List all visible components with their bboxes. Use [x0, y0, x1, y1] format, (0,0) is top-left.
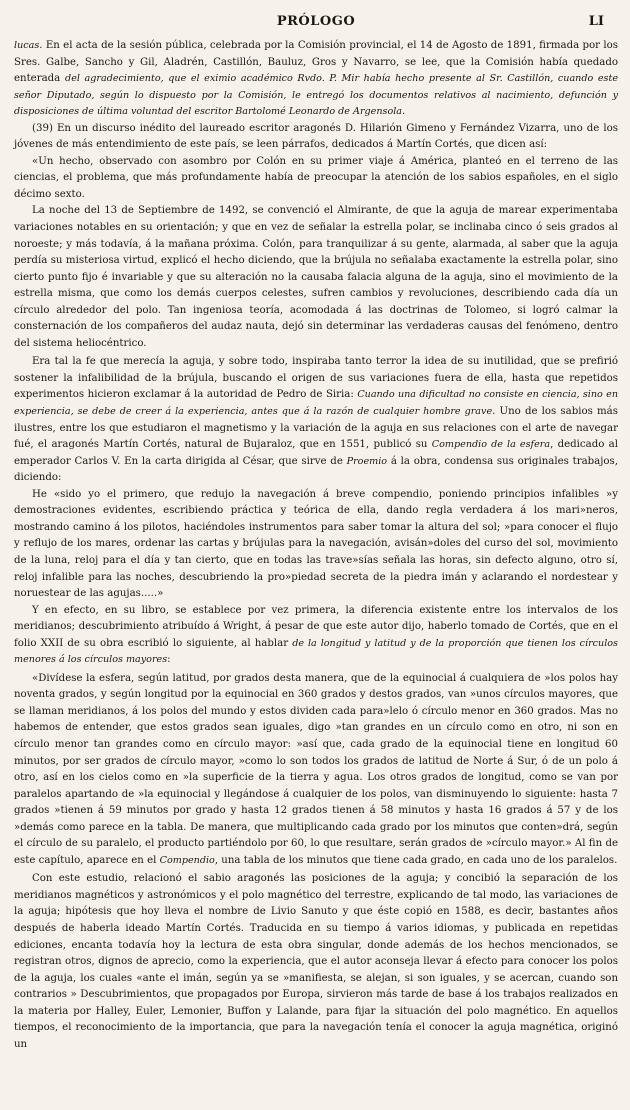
paragraph [14, 38, 618, 121]
italic-text: de la longitud y latitud y de la proporción que tienen los círculos menores á los círculos mayores [14, 637, 618, 666]
text-run: Era tal la fe que merecía la aguja, y sobre todo, inspiraba tanto terror la idea de su inutilidad, que se prefirió sostener la infalibilidad de la brújula, buscando el origen de sus variaciones fuera de ella, hasta que repetidos experimentos hicieron exclamar á la autoridad de Pedro de Siria: [14, 356, 618, 401]
text-run: . Uno de los sabios más ilustres, entre los que estudiaron el magnetismo y la variación de la aguja en sus relaciones con el arte de navegar fué, el aragonés Martín Cortés, natural de Bujaraloz, que en 1551, publicó su [14, 406, 618, 451]
paragraph [14, 203, 618, 352]
text-run: He «sido yo el primero, que redujo la navegación á breve compendio, poniendo principios infalibles »y demostraciones evidentes, escribiendo práctica y teórica de ella, dando regla verdadera á los mari»neros, mostrando camino á los pilotos, haciéndoles instrumentos para saber tomar la altura del sol; »para conocer el flujo y reflujo de los mares, ordenar las cartas y brújulas para la navegación, avisán»doles del curso del sol, movimiento de la luna, reloj para el día y tan cierto, que en todas las trave»sías señala las horas, sin defecto alguno, otro sí, reloj infalible para las noches, descubriendo la pro»piedad secreta de la piedra imán y aclarando el nordestear y noruestear de las agujas.....» [14, 488, 618, 600]
body-text [14, 38, 618, 1053]
italic-text: Proemio [346, 455, 388, 467]
text-run: . [402, 106, 406, 118]
text-run: , dedicado al emperador Carlos V. En la carta dirigida al César, que sirve de [14, 439, 618, 467]
running-title: PRÓLOGO [276, 14, 356, 29]
page-number: LI [588, 14, 604, 29]
paragraph [14, 121, 618, 154]
text-run: Con este estudio, relacionó el sabio aragonés las posiciones de la aguja; y concibió la separación de los meridianos magnéticos y astronómicos y el polo magnético del terrestre, explicando de tal modo, las variaciones de la aguja; hipótesis que hoy lleva el nombre de Livio Sanuto y que éste copió en 1588, es decir, bastantes años después de haberla ideado Martín Cortés. Traducida en su tiempo á varios idiomas, y publicada en repetidas ediciones, encanta todavía hoy la lectura de esta obra singular, donde además de los hechos mencionados, se registran otros, dignos de aprecio, como la experiencia, que el autor aconseja llevar á efecto para conocer los polos de la aguja, los cuales «ante el imán, según ya se »manifiesta, se alejan, si son iguales, y se acercan, cuando son contrarios » Descubrimientos, que propagados por Europa, sirvieron más tarde de base á los trabajos realizados en la materia por Halley, Euler, Lemonier, Buffon y Lalande, para fijar la situación del polo magnético. En aquellos tiempos, el reconocimiento de la importancia, que para la navegación tenía el conocer la aguja magnética, originó un [14, 873, 618, 1050]
italic-text: Compendio de la esfera [431, 439, 551, 451]
text-run: (39) En un discurso inédito del laureado escritor aragonés D. Hilarión Gimeno y Fernández Vizarra, uno de los jóvenes de más entendimiento de este país, se leen párrafos, dedicados á Martín Cortés, que dicen así: [14, 122, 618, 151]
paragraph [14, 671, 618, 870]
text-run: La noche del 13 de Septiembre de 1492, se convenció el Almirante, de que la aguja de marear experimentaba variaciones notables en su orientación; y que en vez de señalar la estrella polar, se inclinaba cinco ó seis grados al noroeste; y más todavía, á la mañana próxima. Colón, para tranquilizar á su gente, alarmada, al saber que la aguja perdía su misteriosa virtud, explicó el hecho diciendo, que la brújula no señalaba exactamente la estrella polar, sino cierto punto fijo é invariable y que su alteración no la causaba falacia alguna de la aguja, sino el movimiento de la estrella misma, que como los demás cuerpos celestes, sufren cambios y revoluciones, describiendo cada día un círculo alrededor del polo. Tan ingeniosa teoría, acomodada á las doctrinas de Tolomeo, si logró calmar la consternación de los compañeros del audaz nauta, dejó sin determinar las verdaderas causas del fenómeno, dentro del sistema heliocéntrico. [14, 205, 618, 349]
text-run: «Divídese la esfera, según latitud, por grados desta manera, que de la equinocial á cualquiera de »los polos hay noventa grados, y según longitud por la equinocial en 360 grados y destos grados, van »unos círculos mayores, que se llaman meridianos, á los polos del mundo y estos dividen cada para»lelo ó círculo menor en 360 grados. Mas no habemos de entender, que estos grados sean iguales, digo »tan grandes en un círculo como en otro, ni son en círculo menor tan grandes como en círculo mayor: »así que, cada grado de la equinocial tiene en longitud 60 minutos, por ser grados de círculo mayor, »como lo son todos los grados de latitud de Norte á Sur, ó de un polo á otro, así en los cielos como en »la superficie de la tierra y agua. Los otros grados de longitud, como se van por paralelos apartando de »la equinocial y llegándose á cualquier de los polos, van disminuyendo lo siguiente: hasta 7 grados »tienen á 59 minutos por grado y hasta 12 grados tienen á 58 minutos y hasta 16 grados á 57 y de los »demás como parece en la tabla. De manera, que multiplicando cada grado por los minutos que conten»drá, según el círculo de su paralelo, el producto partiéndolo por 60, lo que resultare, serán grados de »círculo mayor.» Al fin de este capítulo, aparece en el [14, 672, 618, 866]
italic-text: Compendio [159, 854, 215, 866]
page-header [14, 0, 618, 38]
paragraph [14, 487, 618, 603]
text-run: : [167, 654, 171, 666]
text-run: . En el acta de la sesión pública, celebrada por la Comisión provincial, el 14 de Agosto de 1891, firmada por los Sres. Galbe, Sancho y Gil, Aladrén, Castillón, Bauluz, Gros y Navarro, se lee, que la Comisión había quedado enterada [14, 40, 618, 85]
paragraph [14, 871, 618, 1053]
italic-text: Cuando una dificultad no consiste en ciencia, sino en experiencia, se debe de creer á la experiencia, antes que á la razón de cualquier hombre grave [14, 389, 618, 418]
text-run: á la obra, condensa sus originales trabajos, diciendo: [14, 455, 619, 484]
paragraph [14, 354, 618, 486]
paragraph [14, 154, 618, 204]
italic-text: lucas [14, 40, 40, 51]
italic-text: del agradecimiento, que el eximio académico Rvdo. P. Mir había hecho presente al Sr. Castillón, cuando este señor Diputado, según lo dispuesto por la Comisión, le entregó los documentos relativos al nacimiento, defunción y disposiciones de última voluntad del escritor Bartolomé Leonardo de Argensola [14, 73, 619, 118]
text-run: Y en efecto, en su libro, se establece por vez primera, la diferencia existente entre los intervalos de los meridianos; descubrimiento atribuído á Wright, á pesar de que este autor dijo, haberlo tomado de Cortés, que en el folio XXII de su obra escribió lo siguiente, al hablar [14, 604, 618, 649]
text-run: , una tabla de los minutos que tiene cada grado, en cada uno de los paralelos. [214, 854, 618, 866]
text-run: «Un hecho, observado con asombro por Colón en su primer viaje á América, planteó en el terreno de las ciencias, el problema, que más profundamente había de preocupar la atención de los sabios españoles, en el siglo décimo sexto. [14, 155, 618, 200]
paragraph [14, 603, 618, 669]
